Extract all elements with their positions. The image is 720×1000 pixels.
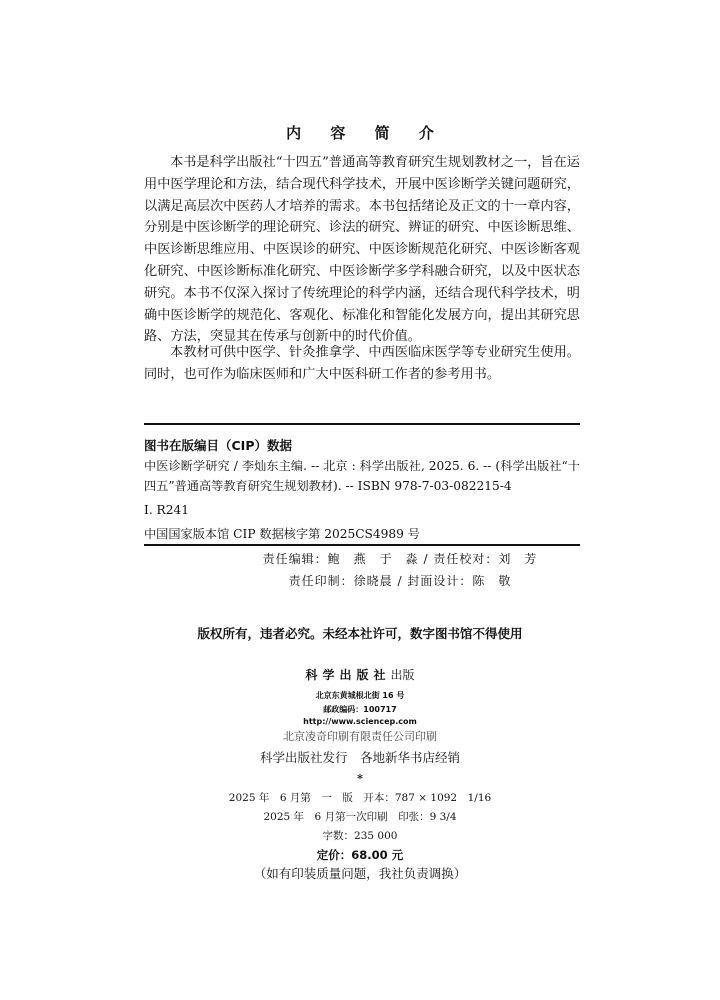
price-label: 定价： (316, 848, 352, 862)
cip-bottom-rule (144, 544, 580, 546)
credits-line-1: 责任编辑：鲍 燕 于 淼 / 责任校对：刘 芳 (262, 552, 538, 566)
cip-verification: 中国国家版本馆 CIP 数据核字第 2025CS4989 号 (144, 527, 420, 541)
price-line (0, 847, 720, 863)
publisher-postcode: 邮政编码：100717 (323, 705, 397, 714)
summary-paragraph-1: 本书是科学出版社“十四五”普通高等教育研究生规划教材之一，旨在运用中医学理论和方法，结合现代科学技术，开展中医诊断学关键问题研究，以满足高层次中医药人才培养的需求。本书包括绪论及正文的十一章内容，分别是中医诊断学的理论研究、诊法的研究、辨证的研究、中医诊断思维、中医诊断思维应用、中医误诊的研究、中医诊断规范化研究、中医诊断客观化研究、中医诊断标准化研究、中医诊断学多学科融合研究，以及中医状态研究。本书不仅深入探讨了传统理论的科学内涵，还结合现代科学技术，明确中医诊断学的规范化、客观化、标准化和智能化发展方向，提出其研究思路、方法，突显其在传承与创新中的时代价值。 (144, 155, 580, 345)
separator-star: * (357, 772, 363, 785)
publisher-suffix: 出版 (390, 668, 415, 682)
credits-line-2: 责任印制：徐晓晨 / 封面设计：陈 敬 (288, 574, 512, 588)
summary-paragraph-2: 本教材可供中医学、针灸推拿学、中西医临床医学等专业研究生使用。同时，也可作为临床医师和广大中医科研工作者的参考用书。 (144, 345, 580, 382)
cip-title: 图书在版编目（CIP）数据 (144, 438, 292, 453)
edition-line-1: 2025 年 6 月第 一 版 开本：787 × 1092 1/16 (228, 792, 492, 804)
publisher-website: http://www.sciencep.com (303, 717, 417, 726)
edition-line-2: 2025 年 6 月第一次印刷 印张：9 3/4 (263, 811, 457, 823)
distribution: 科学出版社发行 各地新华书店经销 (259, 750, 460, 765)
publisher-line (0, 666, 720, 683)
publisher-name: 科学出版社 (305, 668, 391, 682)
word-count: 字数：235 000 (322, 830, 398, 842)
publisher-address: 北京东黄城根北街 16 号 (315, 691, 405, 700)
copyright-notice: 版权所有，违者必究。未经本社许可，数字图书馆不得使用 (197, 626, 523, 641)
quality-note: （如有印装质量问题，我社负责调换） (253, 866, 467, 881)
price-value: 68.00 元 (351, 848, 404, 862)
cip-top-rule (144, 423, 580, 425)
cip-classification: Ⅰ. R241 (144, 503, 190, 517)
summary-title: 内 容 简 介 (286, 124, 446, 142)
cip-record: 中医诊断学研究 / 李灿东主编. -- 北京 : 科学出版社, 2025. 6. -- (科学出版社“十四五”普通高等教育研究生规划教材). -- ISBN 978-7-03-082215-4 (144, 459, 580, 493)
printer: 北京凌奇印刷有限责任公司印刷 (283, 730, 437, 743)
